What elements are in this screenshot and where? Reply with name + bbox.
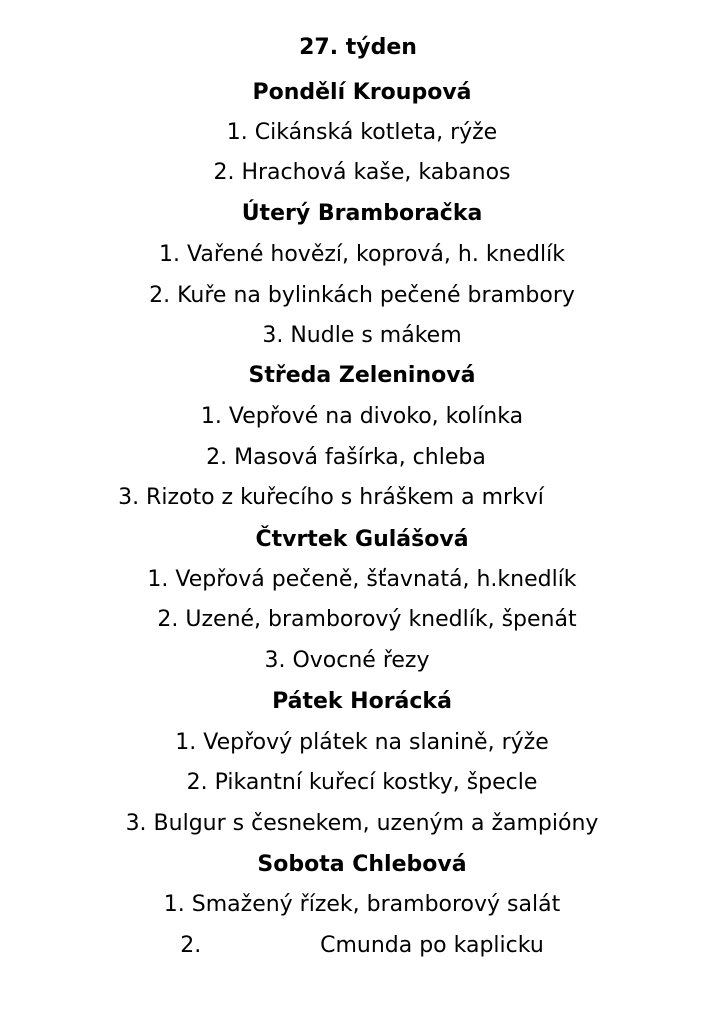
menu-item: 1. Vařené hovězí, koprová, h. knedlík (159, 242, 565, 267)
menu-item: 3. Bulgur s česnekem, uzeným a žampióny (125, 811, 599, 836)
menu-item: 1. Cikánská kotleta, rýže (226, 120, 498, 145)
menu-item: 3. Ovocné řezy (264, 648, 430, 673)
menu-item: 2. Pikantní kuřecí kostky, špecle (186, 770, 538, 795)
day-heading-saturday: Sobota Chlebová (257, 852, 467, 877)
menu-item: 2. Uzené, bramborový knedlík, špenát (157, 607, 577, 632)
menu-item: 1. Vepřový plátek na slanině, rýže (175, 730, 549, 755)
day-heading-tuesday: Úterý Bramboračka (241, 201, 483, 226)
menu-item: 1. Vepřová pečeně, šťavnatá, h.knedlík (147, 567, 577, 592)
week-title: 27. týden (299, 35, 417, 60)
day-heading-thursday: Čtvrtek Gulášová (255, 527, 469, 552)
day-heading-monday: Pondělí Kroupová (252, 80, 472, 105)
menu-item: 2. Kuře na bylinkách pečené brambory (149, 283, 575, 308)
menu-item: 2. Hrachová kaše, kabanos (213, 160, 511, 185)
menu-item: 2. Masová fašírka, chleba (206, 445, 486, 470)
menu-item: 3. Rizoto z kuřecího s hráškem a mrkví (118, 485, 544, 510)
day-heading-wednesday: Středa Zeleninová (248, 363, 476, 388)
menu-item: 2. Cmunda po kaplicku (180, 933, 544, 958)
menu-item: 3. Nudle s mákem (262, 323, 462, 348)
day-heading-friday: Pátek Horácká (272, 689, 452, 714)
menu-item: 1. Vepřové na divoko, kolínka (200, 404, 524, 429)
menu-item: 1. Smažený řízek, bramborový salát (163, 892, 561, 917)
